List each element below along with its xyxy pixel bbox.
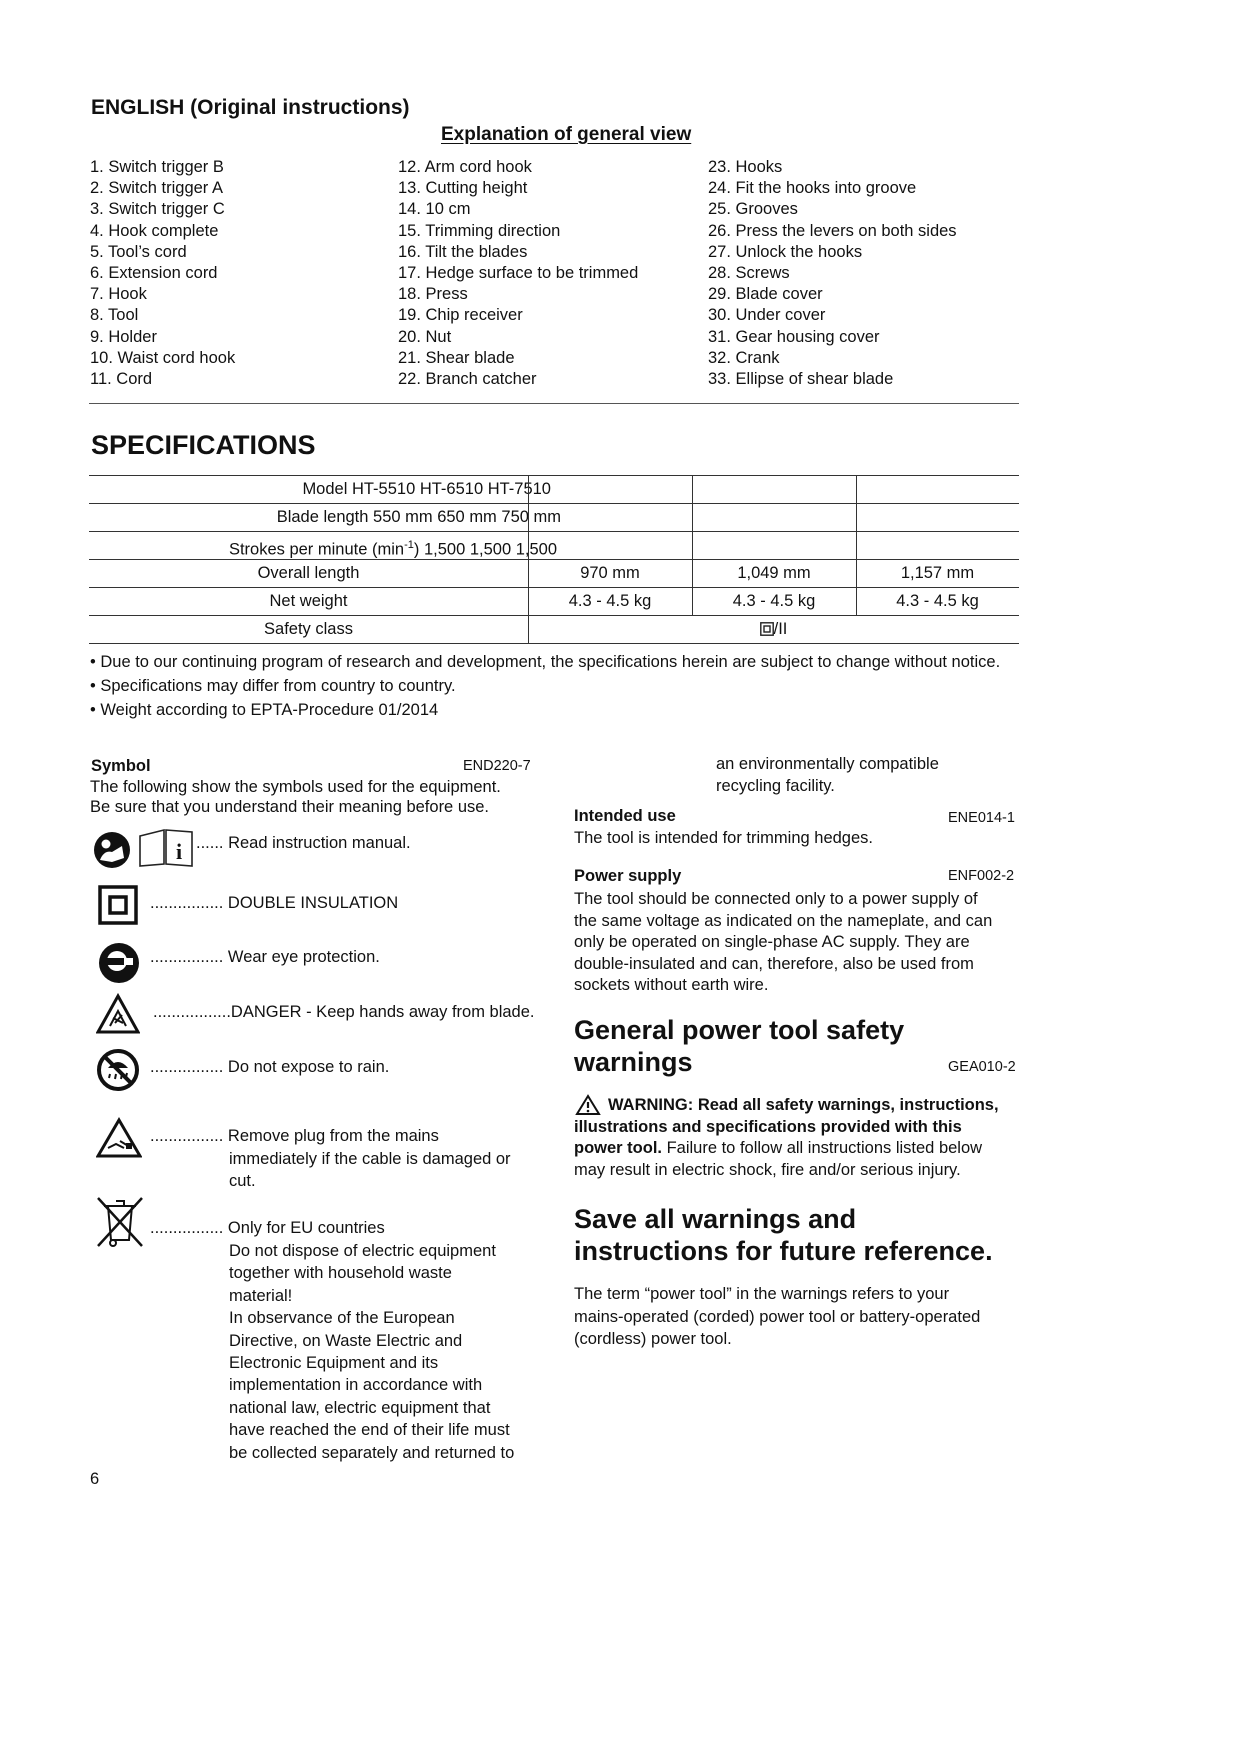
list-item: 3. Switch trigger C bbox=[90, 200, 225, 219]
symbol-remove-plug-cont bbox=[229, 1148, 511, 1193]
text-line: Directive, on Waste Electric and bbox=[229, 1331, 463, 1350]
column-divider bbox=[692, 560, 693, 587]
text-line: Electronic Equipment and its bbox=[229, 1354, 439, 1373]
note-item: • Specifications may differ from country to country. bbox=[90, 677, 456, 695]
danger-blade-icon bbox=[96, 993, 140, 1035]
no-rain-icon bbox=[96, 1048, 140, 1092]
table-row bbox=[89, 532, 1019, 560]
column-divider bbox=[856, 560, 857, 587]
warning-bold: power tool. bbox=[574, 1139, 662, 1157]
eye-protection-icon bbox=[98, 942, 140, 984]
symbol-read-manual: ...... Read instruction manual. bbox=[196, 834, 411, 852]
table-row bbox=[89, 504, 1019, 532]
list-item: 13. Cutting height bbox=[398, 179, 528, 198]
warning-rest: Failure to follow all instructions listed below bbox=[662, 1139, 983, 1157]
list-item: 31. Gear housing cover bbox=[708, 327, 880, 346]
list-item: 29. Blade cover bbox=[708, 285, 823, 304]
crossed-bin-icon bbox=[94, 1194, 146, 1250]
list-item: 22. Branch catcher bbox=[398, 370, 537, 389]
language-heading: ENGLISH (Original instructions) bbox=[91, 96, 410, 119]
safety-class-value: /II bbox=[773, 620, 788, 638]
general-safety-code: GEA010-2 bbox=[948, 1059, 1016, 1075]
heading-line: Save all warnings and bbox=[574, 1204, 857, 1234]
column-divider bbox=[528, 532, 529, 559]
remove-plug-icon bbox=[96, 1117, 142, 1159]
list-item: 15. Trimming direction bbox=[398, 221, 561, 240]
table-row bbox=[89, 616, 1019, 644]
list-item: 24. Fit the hooks into groove bbox=[708, 179, 917, 198]
text-line: material! bbox=[229, 1286, 293, 1305]
general-safety-title bbox=[574, 1014, 904, 1078]
heading-line: General power tool safety bbox=[574, 1015, 905, 1045]
text-line: be collected separately and returned to bbox=[229, 1443, 515, 1462]
symbol-eu-text bbox=[229, 1240, 514, 1464]
safety-class-value-cell bbox=[528, 616, 1019, 643]
table-cell: 1,157 mm bbox=[900, 564, 975, 582]
text-line: cut. bbox=[229, 1172, 256, 1191]
table-cell: 4.3 - 4.5 kg bbox=[732, 592, 816, 610]
list-item: 9. Holder bbox=[90, 327, 157, 346]
heading-line: instructions for future reference. bbox=[574, 1236, 993, 1266]
list-item: 16. Tilt the blades bbox=[398, 242, 528, 261]
list-item: 27. Unlock the hooks bbox=[708, 242, 863, 261]
text-line: national law, electric equipment that bbox=[229, 1398, 491, 1417]
list-item: 14. 10 cm bbox=[398, 200, 471, 219]
warning-text bbox=[574, 1095, 1024, 1181]
list-item: 30. Under cover bbox=[708, 306, 826, 325]
note-item: • Weight according to EPTA-Procedure 01/2014 bbox=[90, 701, 439, 719]
term-definition bbox=[574, 1283, 980, 1351]
list-item: 21. Shear blade bbox=[398, 348, 515, 367]
table-row bbox=[89, 475, 1019, 504]
strokes-unit-sup: -1 bbox=[404, 539, 414, 551]
power-supply-title: Power supply bbox=[574, 867, 682, 885]
model-row-text: Model HT-5510 HT-6510 HT-7510 bbox=[302, 480, 551, 498]
eu-text-continued bbox=[716, 753, 939, 798]
text-line: recycling facility. bbox=[716, 777, 835, 796]
warning-line: WARNING: Read all safety warnings, instructions, bbox=[608, 1096, 999, 1114]
info-book-icon bbox=[138, 828, 194, 868]
list-item: 2. Switch trigger A bbox=[90, 179, 223, 198]
blade-length-row-text: Blade length 550 mm 650 mm 750 mm bbox=[276, 508, 561, 526]
intended-use-code: ENE014-1 bbox=[948, 810, 1015, 826]
intended-use-text: The tool is intended for trimming hedges. bbox=[574, 829, 873, 847]
text-line: implementation in accordance with bbox=[229, 1376, 483, 1395]
strokes-row-text bbox=[89, 532, 692, 559]
text-line: The term “power tool” in the warnings refers to your bbox=[574, 1285, 950, 1303]
table-cell: 970 mm bbox=[580, 564, 640, 582]
list-item: 25. Grooves bbox=[708, 200, 798, 219]
warning-line: may result in electric shock, fire and/or serious injury. bbox=[574, 1160, 961, 1179]
warning-line: illustrations and specifications provided with this bbox=[574, 1117, 962, 1136]
list-item: 1. Switch trigger B bbox=[90, 158, 224, 176]
text-line: the same voltage as indicated on the nameplate, and can bbox=[574, 911, 993, 930]
list-item: 32. Crank bbox=[708, 348, 780, 367]
text-line: In observance of the European bbox=[229, 1309, 455, 1328]
general-view-col-2 bbox=[398, 157, 638, 390]
safety-class-label: Safety class bbox=[264, 620, 353, 638]
table-cell: 1,049 mm bbox=[737, 564, 811, 582]
strokes-label: Strokes per minute (min bbox=[228, 540, 405, 559]
text-line: The tool should be connected only to a power supply of bbox=[574, 890, 978, 908]
list-item: 18. Press bbox=[398, 285, 468, 304]
heading-line: warnings bbox=[574, 1047, 693, 1077]
column-divider bbox=[856, 588, 857, 615]
warning-line-3 bbox=[574, 1138, 1024, 1160]
text-line: double-insulated and can, therefore, also be used from bbox=[574, 954, 974, 973]
save-warnings-heading bbox=[574, 1203, 993, 1267]
column-divider bbox=[692, 504, 693, 531]
symbol-no-rain: ................ Do not expose to rain. bbox=[150, 1058, 390, 1076]
text-line: have reached the end of their life must bbox=[229, 1421, 510, 1440]
symbol-code: END220-7 bbox=[463, 758, 531, 774]
symbol-danger-blade: .................DANGER - Keep hands away from blade. bbox=[153, 1003, 535, 1021]
list-item: 11. Cord bbox=[90, 370, 153, 389]
general-view-col-1 bbox=[90, 157, 235, 390]
table-row bbox=[89, 588, 1019, 616]
list-item: 26. Press the levers on both sides bbox=[708, 221, 957, 240]
column-divider bbox=[692, 532, 693, 559]
list-item: 4. Hook complete bbox=[90, 221, 219, 240]
symbol-title: Symbol bbox=[91, 757, 151, 775]
list-item: 10. Waist cord hook bbox=[90, 348, 236, 367]
read-manual-icon bbox=[92, 830, 136, 870]
svg-text:i: i bbox=[176, 839, 183, 864]
specifications-table bbox=[89, 475, 1019, 644]
column-divider bbox=[692, 476, 693, 503]
intended-use-title: Intended use bbox=[574, 807, 676, 825]
list-item: 7. Hook bbox=[90, 285, 147, 304]
column-divider bbox=[856, 532, 857, 559]
symbol-intro-1: The following show the symbols used for the equipment. bbox=[90, 778, 501, 796]
note-item: • Due to our continuing program of research and development, the specifications herein are subject to change without notice. bbox=[90, 653, 1001, 671]
general-view-title: Explanation of general view bbox=[441, 124, 692, 145]
column-divider bbox=[528, 476, 529, 503]
list-item: 33. Ellipse of shear blade bbox=[708, 370, 894, 389]
symbol-eu-only: ................ Only for EU countries bbox=[150, 1219, 385, 1237]
text-line: an environmentally compatible bbox=[716, 755, 939, 773]
list-item: 17. Hedge surface to be trimmed bbox=[398, 264, 639, 283]
list-item: 20. Nut bbox=[398, 327, 452, 346]
symbol-double-insulation: ................ DOUBLE INSULATION bbox=[150, 894, 399, 912]
text-line: (cordless) power tool. bbox=[574, 1330, 732, 1348]
column-divider bbox=[692, 588, 693, 615]
list-item: 19. Chip receiver bbox=[398, 306, 523, 325]
column-divider bbox=[528, 588, 529, 615]
text-line: Do not dispose of electric equipment bbox=[229, 1242, 496, 1260]
double-insulation-icon bbox=[760, 622, 774, 636]
table-cell: 4.3 - 4.5 kg bbox=[896, 592, 979, 610]
symbol-intro-2: Be sure that you understand their meaning before use. bbox=[90, 798, 490, 816]
column-divider bbox=[528, 504, 529, 531]
text-line: together with household waste bbox=[229, 1264, 452, 1283]
power-supply-code: ENF002-2 bbox=[948, 868, 1015, 884]
list-item: 28. Screws bbox=[708, 264, 790, 283]
text-line: mains-operated (corded) power tool or battery-operated bbox=[574, 1307, 981, 1326]
list-item: 5. Tool’s cord bbox=[90, 242, 187, 261]
page-number: 6 bbox=[90, 1470, 100, 1488]
spec-notes bbox=[90, 650, 1020, 722]
text-line: immediately if the cable is damaged or bbox=[229, 1150, 511, 1168]
net-weight-label: Net weight bbox=[269, 592, 348, 610]
table-row bbox=[89, 560, 1019, 588]
general-view-col-3 bbox=[708, 157, 957, 390]
column-divider bbox=[856, 476, 857, 503]
list-item: 23. Hooks bbox=[708, 158, 783, 176]
text-line: only be operated on single-phase AC supply. They are bbox=[574, 933, 970, 951]
text-line: sockets without earth wire. bbox=[574, 976, 769, 994]
list-item: 12. Arm cord hook bbox=[398, 158, 532, 176]
column-divider bbox=[528, 616, 529, 643]
column-divider bbox=[528, 560, 529, 587]
column-divider bbox=[856, 504, 857, 531]
specifications-title: SPECIFICATIONS bbox=[91, 430, 316, 460]
double-insulation-icon bbox=[98, 885, 138, 925]
overall-length-label: Overall length bbox=[257, 564, 360, 582]
list-item: 6. Extension cord bbox=[90, 264, 218, 283]
table-cell: 4.3 - 4.5 kg bbox=[568, 592, 652, 610]
power-supply-text bbox=[574, 889, 992, 997]
symbol-remove-plug: ................ Remove plug from the mains bbox=[150, 1127, 439, 1145]
symbol-eye-protection: ................ Wear eye protection. bbox=[150, 948, 380, 966]
section-divider bbox=[89, 403, 1019, 404]
list-item: 8. Tool bbox=[90, 306, 139, 325]
strokes-values: ) 1,500 1,500 1,500 bbox=[413, 540, 557, 559]
